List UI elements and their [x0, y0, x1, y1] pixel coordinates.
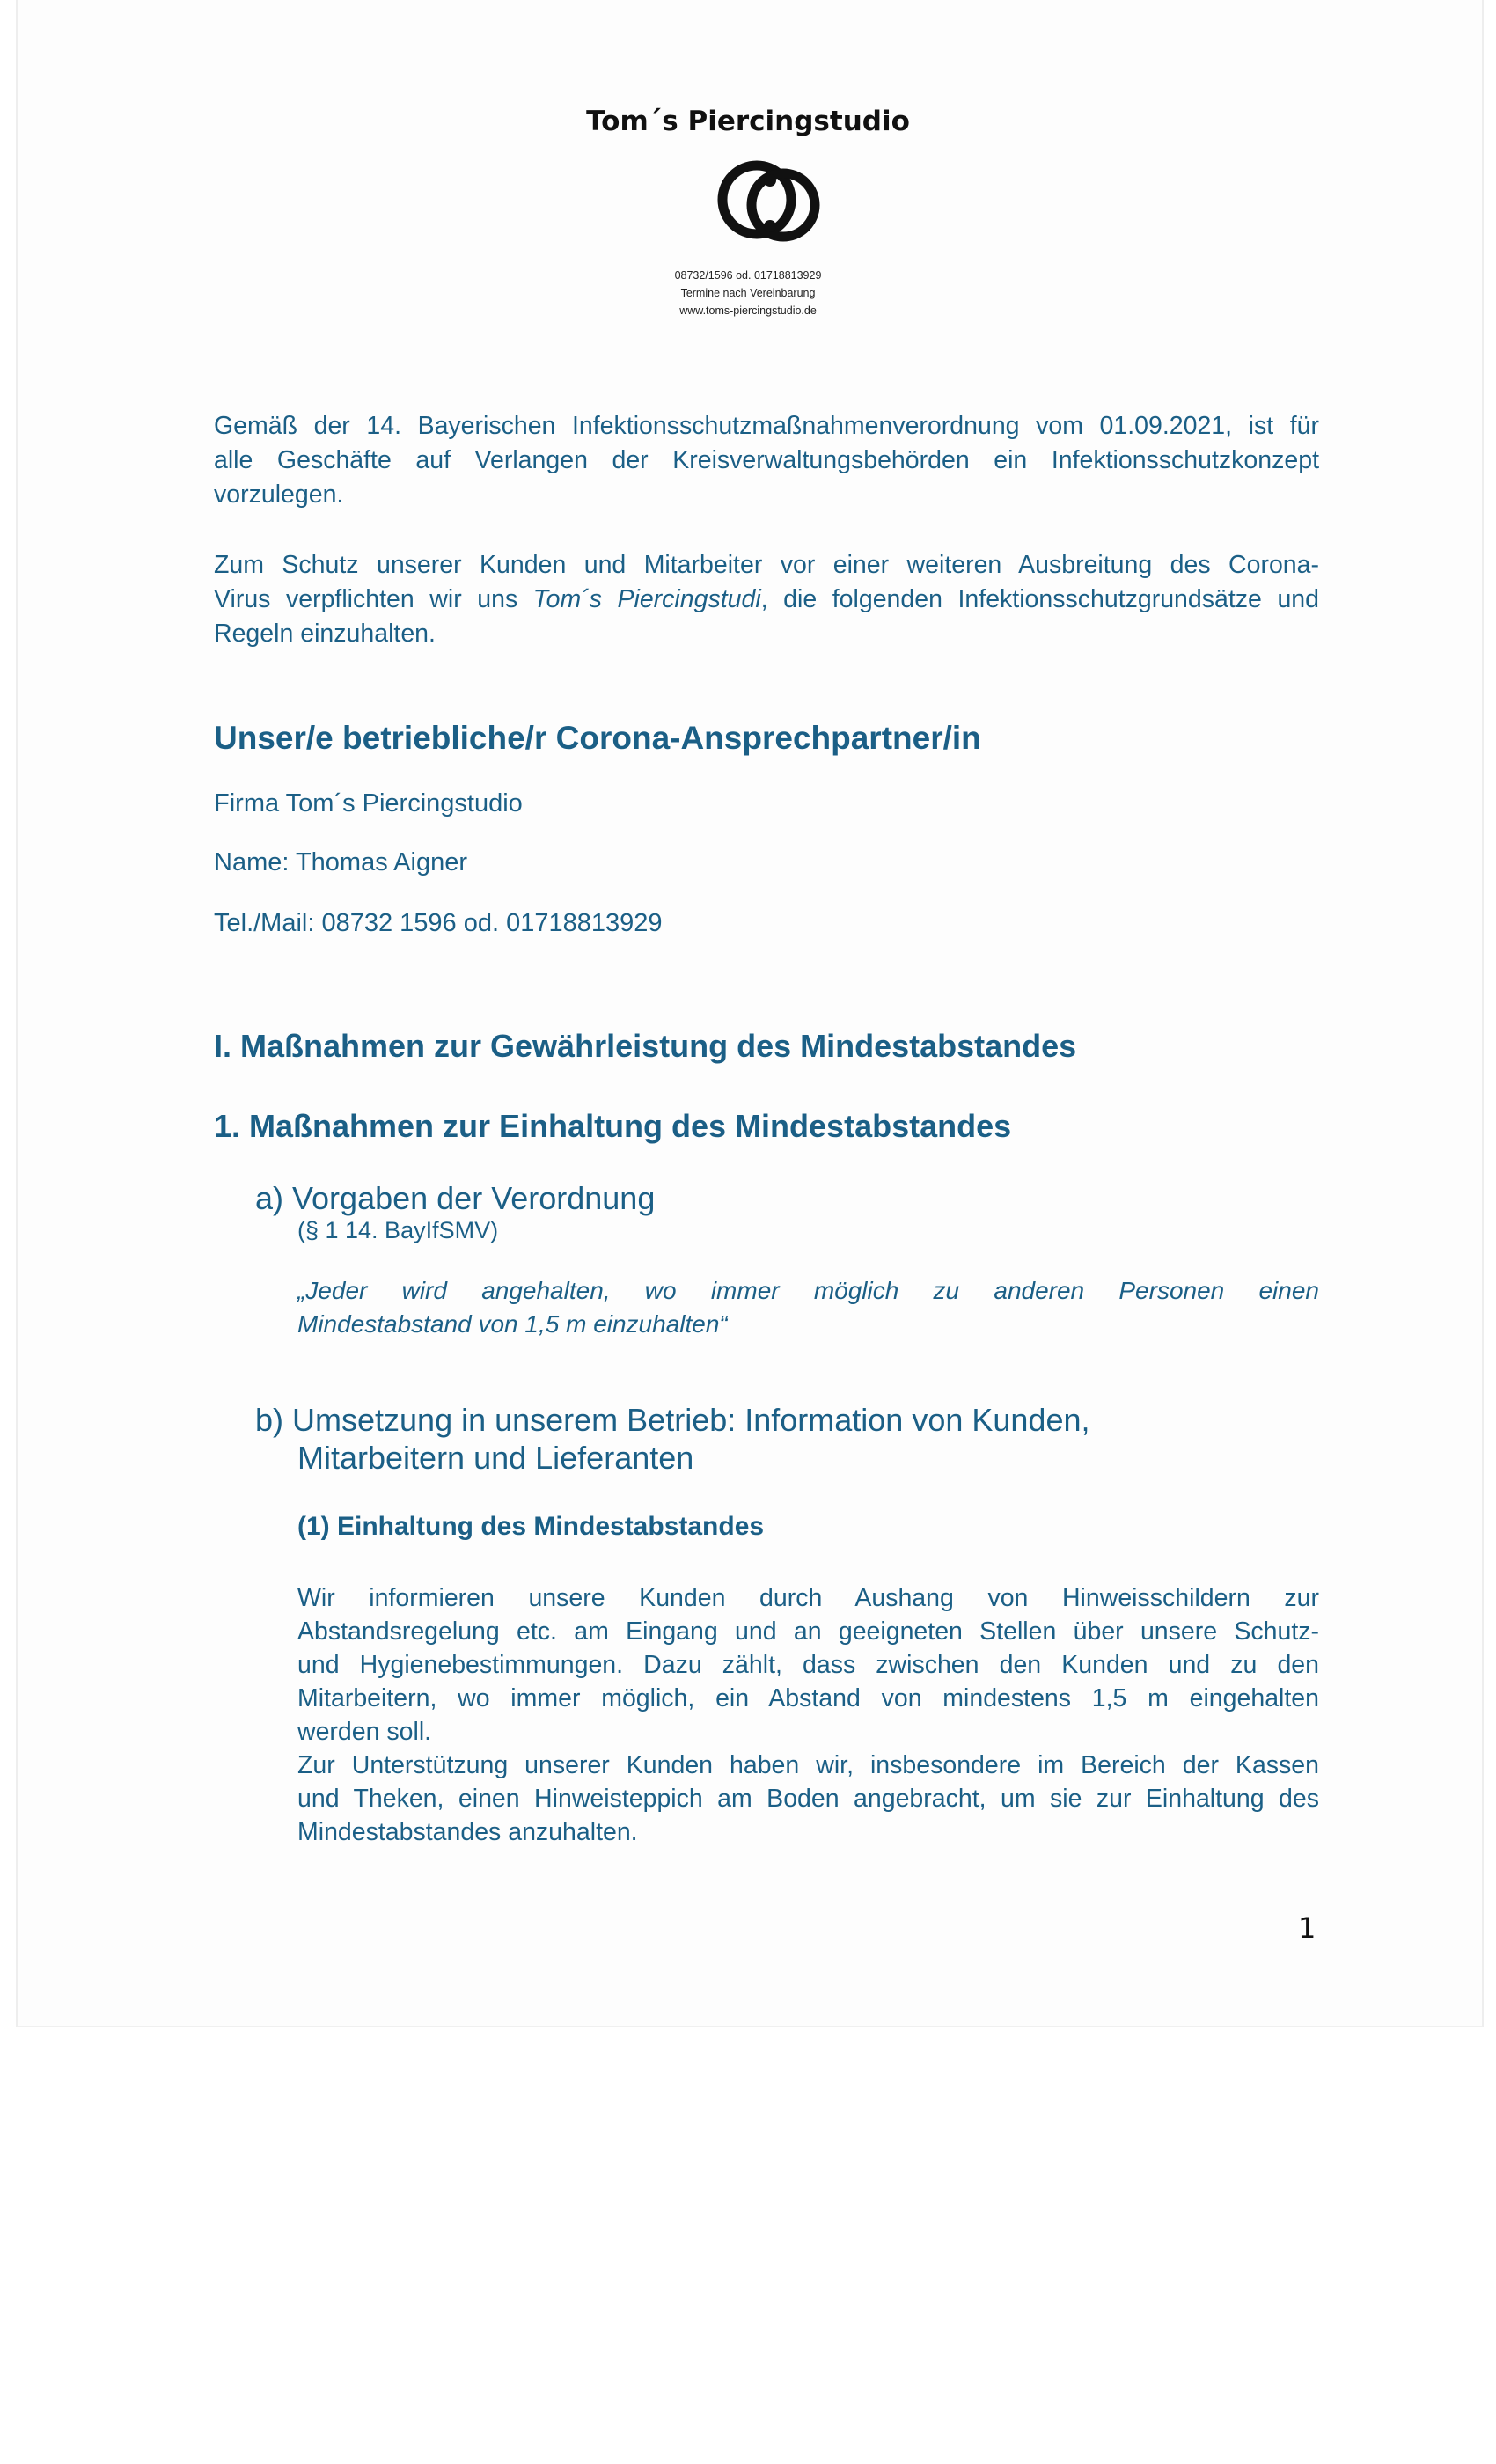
quote-line: „Jeder wird angehalten, wo immer möglich zu anderen Personen einen: [297, 1277, 1319, 1304]
subsection-heading: 1. Maßnahmen zur Einhaltung des Mindestabstandes: [214, 1108, 1012, 1144]
intro-line: vorzulegen.: [214, 480, 344, 509]
protection-line: Zum Schutz unserer Kunden und Mitarbeiter vor einer weiteren Ausbreitung des Corona-: [214, 551, 1319, 579]
contact-phone: 08732/1596 od. 01718813929: [674, 269, 822, 282]
protection-paragraph: [214, 548, 1319, 651]
page-number: 1: [1298, 1911, 1316, 1945]
paragraph-line: Mitarbeitern, wo immer möglich, ein Abstand von mindestens 1,5 m eingehalten: [297, 1684, 1319, 1712]
subpoint-b-heading-line: b) Umsetzung in unserem Betrieb: Information von Kunden,: [255, 1402, 1090, 1438]
protection-text: , die folgenden Infektionsschutzgrundsätze und: [760, 585, 1319, 613]
section-heading: I. Maßnahmen zur Gewährleistung des Mindestabstandes: [214, 1028, 1077, 1064]
regulation-quote: [297, 1274, 1319, 1341]
subpoint-b-heading-line: Mitarbeitern und Lieferanten: [297, 1440, 694, 1476]
protection-line: Regeln einzuhalten.: [214, 620, 436, 648]
studio-title: Tom´s Piercingstudio: [586, 106, 910, 137]
paragraph-line: Mindestabstandes anzuhalten.: [297, 1818, 638, 1846]
minimum-distance-heading: (1) Einhaltung des Mindestabstandes: [297, 1512, 765, 1541]
paragraph-line: Wir informieren unsere Kunden durch Aushang von Hinweisschildern zur: [297, 1584, 1319, 1612]
tel-field: Tel./Mail: 08732 1596 od. 01718813929: [214, 909, 663, 937]
studio-name-italic: Tom´s Piercingstudi: [532, 585, 761, 613]
intro-line: Gemäß der 14. Bayerischen Infektionsschutzmaßnahmenverordnung vom 01.09.2021, ist für: [214, 412, 1319, 440]
piercing-rings-logo-icon: [715, 154, 824, 251]
subpoint-b-heading: [255, 1401, 1090, 1477]
contact-info: [0, 267, 1496, 319]
protection-line: [214, 583, 1319, 617]
contact-website: www.toms-piercingstudio.de: [679, 304, 817, 317]
contact-appointments: Termine nach Vereinbarung: [680, 287, 816, 299]
paragraph-line: werden soll.: [297, 1718, 432, 1746]
paragraph-line: Abstandsregelung etc. am Eingang und an geeigneten Stellen über unsere Schutz-: [297, 1617, 1319, 1646]
intro-line: alle Geschäfte auf Verlangen der Kreisverwaltungsbehörden ein Infektionsschutzkonzept: [214, 446, 1319, 474]
regulation-reference: (§ 1 14. BayIfSMV): [297, 1217, 499, 1243]
paragraph-line: und Hygienebestimmungen. Dazu zählt, dass zwischen den Kunden und zu den: [297, 1651, 1319, 1679]
name-field: Name: Thomas Aigner: [214, 848, 467, 876]
paragraph-line: Zur Unterstützung unserer Kunden haben wir, insbesondere im Bereich der Kassen: [297, 1751, 1319, 1779]
company-field: Firma Tom´s Piercingstudio: [214, 789, 523, 818]
information-paragraph: [297, 1581, 1319, 1849]
quote-line: Mindestabstand von 1,5 m einzuhalten“: [297, 1310, 728, 1338]
subpoint-a-heading: a) Vorgaben der Verordnung: [255, 1180, 656, 1216]
intro-paragraph: [214, 409, 1319, 512]
contact-person-heading: Unser/e betriebliche/r Corona-Ansprechpartner/in: [214, 720, 981, 756]
protection-text: Virus verpflichten wir uns: [214, 585, 533, 613]
paragraph-line: und Theken, einen Hinweisteppich am Boden angebracht, um sie zur Einhaltung des: [297, 1785, 1319, 1813]
